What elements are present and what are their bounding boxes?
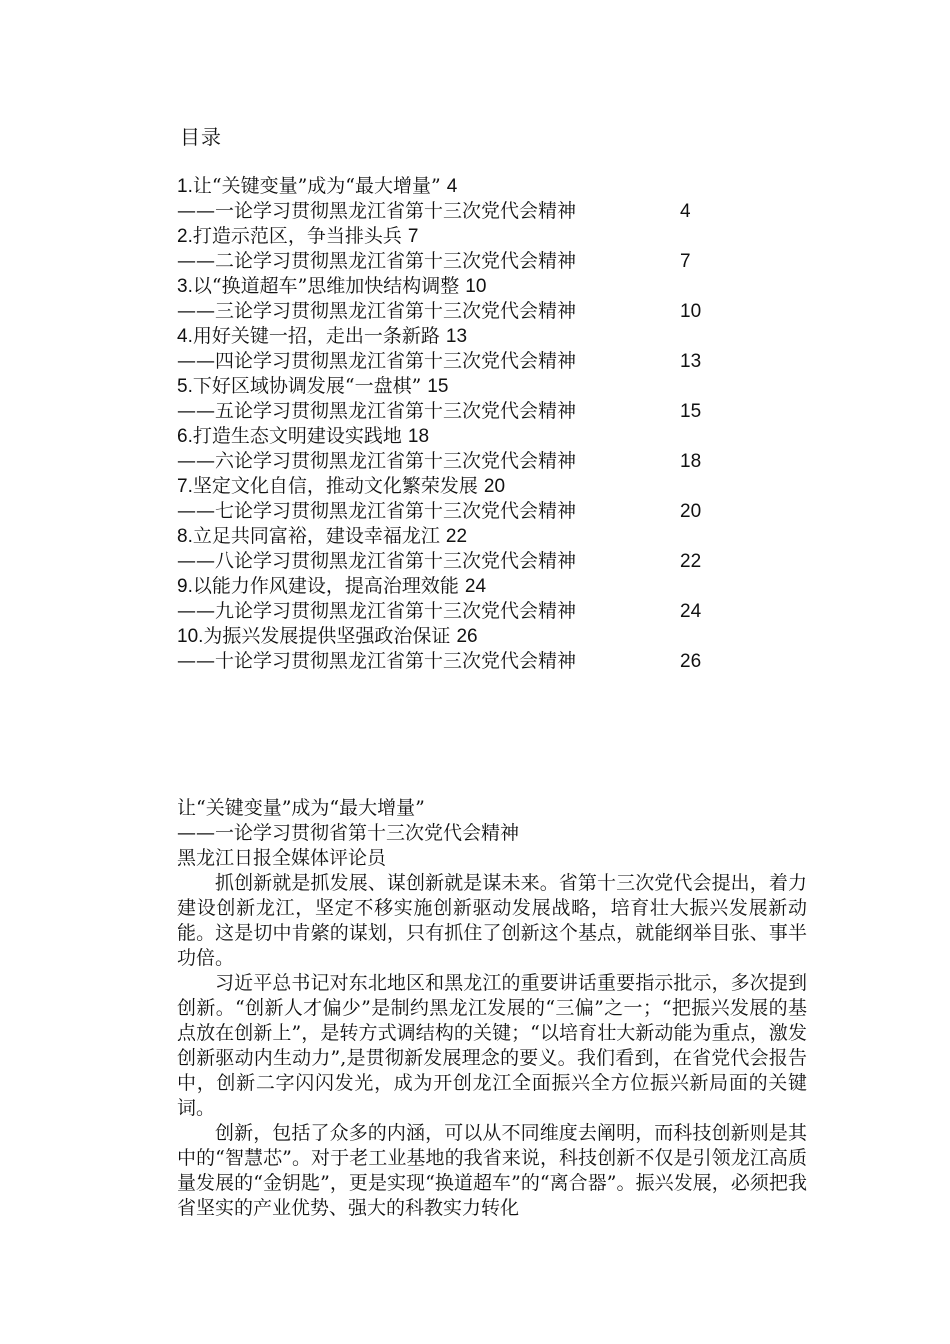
- toc-entry-page: 20: [483, 476, 506, 497]
- toc-subentry[interactable]: [177, 499, 737, 524]
- toc-entry-page: 10: [465, 276, 487, 297]
- toc-subentry[interactable]: [177, 349, 737, 374]
- toc-entry[interactable]: [177, 524, 737, 549]
- toc-entry-number: 9.: [177, 576, 193, 597]
- toc-entry[interactable]: [177, 374, 737, 399]
- toc-title: 目录: [180, 125, 222, 149]
- toc-entry-title: 为振兴发展提供坚强政治保证: [203, 625, 451, 647]
- article-subtitle: ——一论学习贯彻省第十三次党代会精神: [177, 822, 520, 844]
- toc-subentry-title: ——七论学习贯彻黑龙江省第十三次党代会精神: [177, 500, 577, 522]
- toc-entry[interactable]: [177, 424, 737, 449]
- toc-entry[interactable]: [177, 574, 737, 599]
- toc-entry[interactable]: [177, 274, 737, 299]
- article-title: 让“关键变量”成为“最大增量”: [177, 797, 425, 819]
- toc-subentry[interactable]: [177, 399, 737, 424]
- toc-subentry-page: 15: [680, 401, 702, 422]
- toc-subentry[interactable]: [177, 649, 737, 674]
- toc-subentry-page: 18: [680, 451, 702, 472]
- toc-entry-number: 1.: [177, 176, 193, 197]
- toc-entry-title: 打造生态文明建设实践地: [192, 425, 402, 447]
- toc-entry-number: 8.: [177, 526, 193, 547]
- toc-subentry-page: 26: [680, 651, 702, 672]
- toc-subentry-page: 4: [680, 201, 691, 222]
- toc-subentry[interactable]: [177, 249, 737, 274]
- toc-subentry-page: 24: [680, 601, 702, 622]
- article: [177, 796, 807, 1221]
- toc-entry-title: 立足共同富裕，建设幸福龙江: [192, 525, 440, 547]
- toc-entry-number: 10.: [177, 626, 204, 647]
- article-paragraph: 习近平总书记对东北地区和黑龙江的重要讲话重要指示批示，多次提到创新。“创新人才偏少”是制约黑龙江发展的“三偏”之一；“把振兴发展的基点放在创新上”，是转方式调结构的关键；“以培育壮大新动能为重点，激发创新驱动内生动力”,是贯彻新发展理念的要义。我们看到，在省党代会报告中，创新二字闪闪发光，成为开创龙江全面振兴全方位振兴新局面的关键词。: [177, 972, 807, 1119]
- toc-subentry-title: ——六论学习贯彻黑龙江省第十三次党代会精神: [177, 450, 577, 472]
- toc-entry-title: 用好关键一招，走出一条新路: [192, 325, 440, 347]
- toc-entry-number: 6.: [177, 426, 193, 447]
- toc-subentry-title: ——十论学习贯彻黑龙江省第十三次党代会精神: [177, 650, 577, 672]
- toc-subentry-title: ——九论学习贯彻黑龙江省第十三次党代会精神: [177, 600, 577, 622]
- toc-subentry-page: 13: [680, 351, 702, 372]
- toc-entry[interactable]: [177, 174, 737, 199]
- toc-entry[interactable]: [177, 624, 737, 649]
- toc-subentry-title: ——五论学习贯彻黑龙江省第十三次党代会精神: [177, 400, 577, 422]
- toc-subentry[interactable]: [177, 599, 737, 624]
- toc-entry[interactable]: [177, 324, 737, 349]
- toc-subentry-page: 22: [680, 551, 702, 572]
- toc-subentry[interactable]: [177, 199, 737, 224]
- toc-entry-page: 13: [445, 326, 468, 347]
- toc-subentry-title: ——一论学习贯彻黑龙江省第十三次党代会精神: [177, 200, 577, 222]
- toc-subentry-title: ——四论学习贯彻黑龙江省第十三次党代会精神: [177, 350, 577, 372]
- toc-entry-page: 4: [446, 176, 458, 197]
- toc-subentry-page: 10: [680, 301, 702, 322]
- toc-subentry[interactable]: [177, 449, 737, 474]
- toc-subentry[interactable]: [177, 549, 737, 574]
- article-paragraph: 抓创新就是抓发展、谋创新就是谋未来。省第十三次党代会提出，着力建设创新龙江，坚定不移实施创新驱动发展战略，培育壮大振兴发展新动能。这是切中肯綮的谋划，只有抓住了创新这个基点，就能纲举目张、事半功倍。: [177, 872, 807, 969]
- toc-entry-number: 4.: [177, 326, 193, 347]
- toc-entry-number: 2.: [177, 226, 193, 247]
- toc-entry[interactable]: [177, 224, 737, 249]
- toc-entry-page: 15: [427, 376, 449, 397]
- toc-entry-number: 5.: [177, 376, 193, 397]
- toc-entry-page: 7: [407, 226, 419, 247]
- toc-entry-title: 下好区域协调发展“一盘棋”: [192, 375, 422, 397]
- toc-entry-page: 18: [407, 426, 430, 447]
- toc-entry-page: 22: [445, 526, 468, 547]
- toc-subentry[interactable]: [177, 299, 737, 324]
- article-paragraph: 创新，包括了众多的内涵，可以从不同维度去阐明，而科技创新则是其中的“智慧芯”。对于老工业基地的我省来说，科技创新不仅是引领龙江高质量发展的“金钥匙”，更是实现“换道超车”的“离合器”。振兴发展，必须把我省坚实的产业优势、强大的科教实力转化: [177, 1122, 807, 1219]
- table-of-contents: [177, 174, 737, 674]
- article-author: 黑龙江日报全媒体评论员: [177, 847, 387, 869]
- toc-subentry-title: ——二论学习贯彻黑龙江省第十三次党代会精神: [177, 250, 577, 272]
- toc-entry-number: 7.: [177, 476, 193, 497]
- toc-entry-title: 坚定文化自信，推动文化繁荣发展: [192, 475, 478, 497]
- toc-entry-title: 以能力作风建设，提高治理效能: [192, 575, 459, 597]
- toc-entry-title: 打造示范区，争当排头兵: [192, 225, 402, 247]
- toc-entry-title: 以“换道超车”思维加快结构调整: [192, 275, 460, 297]
- toc-subentry-title: ——八论学习贯彻黑龙江省第十三次党代会精神: [177, 550, 577, 572]
- toc-entry-title: 让“关键变量”成为“最大增量”: [192, 175, 441, 197]
- toc-entry-page: 24: [464, 576, 487, 597]
- toc-subentry-title: ——三论学习贯彻黑龙江省第十三次党代会精神: [177, 300, 577, 322]
- toc-entry-number: 3.: [177, 276, 193, 297]
- toc-entry-page: 26: [456, 626, 478, 647]
- toc-subentry-page: 7: [680, 251, 691, 272]
- toc-subentry-page: 20: [680, 501, 702, 522]
- toc-entry[interactable]: [177, 474, 737, 499]
